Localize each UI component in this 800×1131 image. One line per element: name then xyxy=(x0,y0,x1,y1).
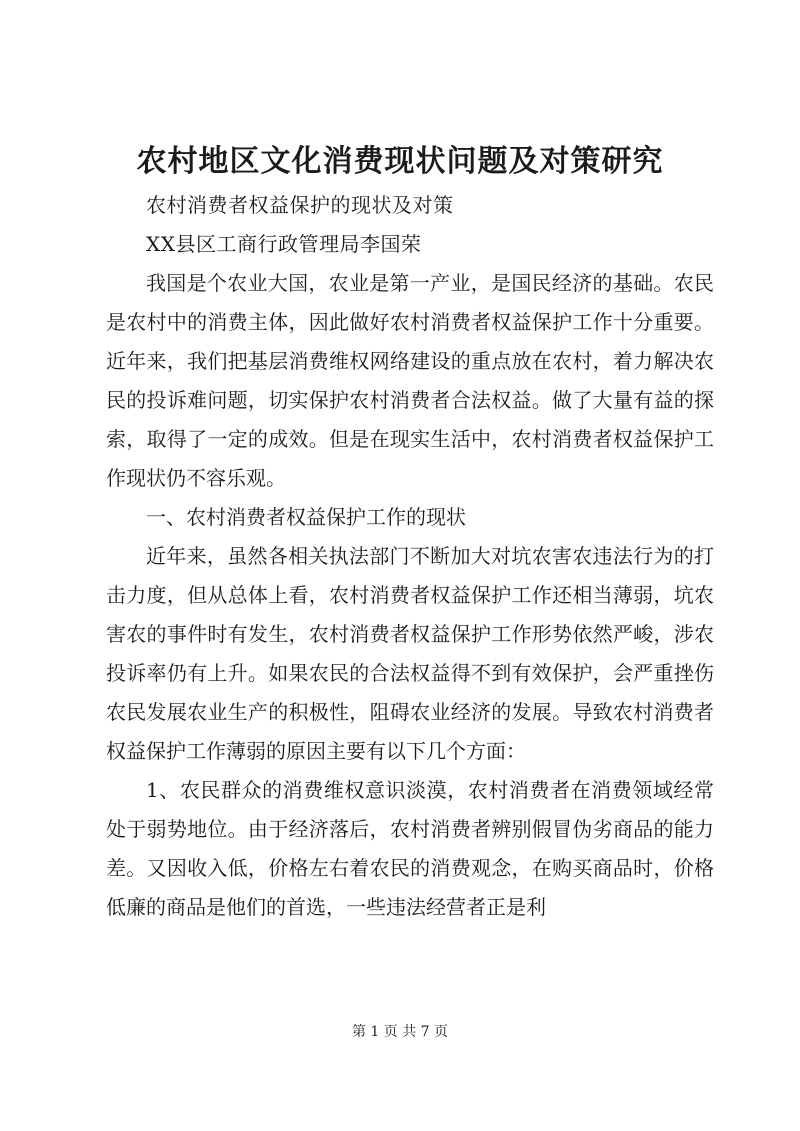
document-title: 农村地区文化消费现状问题及对策研究 xyxy=(136,144,664,179)
section-heading: 一、农村消费者权益保护工作的现状 xyxy=(146,505,466,529)
author-line: XX县区工商行政管理局李国荣 xyxy=(146,232,422,256)
document-body xyxy=(106,186,714,927)
paragraph-status: 近年来，虽然各相关执法部门不断加大对坑农害农违法行为的打击力度，但从总体上看，农村消费者权益保护工作还相当薄弱，坑农害农的事件时有发生，农村消费者权益保护工作形势依然严峻，涉农投诉率仍有上升。如果农民的合法权益得不到有效保护，会严重挫伤农民发展农业生产的积极性，阻碍农业经济的发展。导致农村消费者权益保护工作薄弱的原因主要有以下几个方面： xyxy=(106,544,714,763)
page-footer: 第 1 页 共 7 页 xyxy=(351,1024,449,1040)
document-subtitle: 农村消费者权益保护的现状及对策 xyxy=(146,193,454,217)
paragraph-reason-1: 1、农民群众的消费维权意识淡漠，农村消费者在消费领域经常处于弱势地位。由于经济落后，农村消费者辨别假冒伪劣商品的能力差。又因收入低，价格左右着农民的消费观念，在购买商品时，价格低廉的商品是他们的首选，一些违法经营者正是利 xyxy=(106,778,714,919)
paragraph-intro: 我国是个农业大国，农业是第一产业，是国民经济的基础。农民是农村中的消费主体，因此做好农村消费者权益保护工作十分重要。近年来，我们把基层消费维权网络建设的重点放在农村，着力解决农民的投诉难问题，切实保护农村消费者合法权益。做了大量有益的探索，取得了一定的成效。但是在现实生活中，农村消费者权益保护工作现状仍不容乐观。 xyxy=(106,271,714,490)
